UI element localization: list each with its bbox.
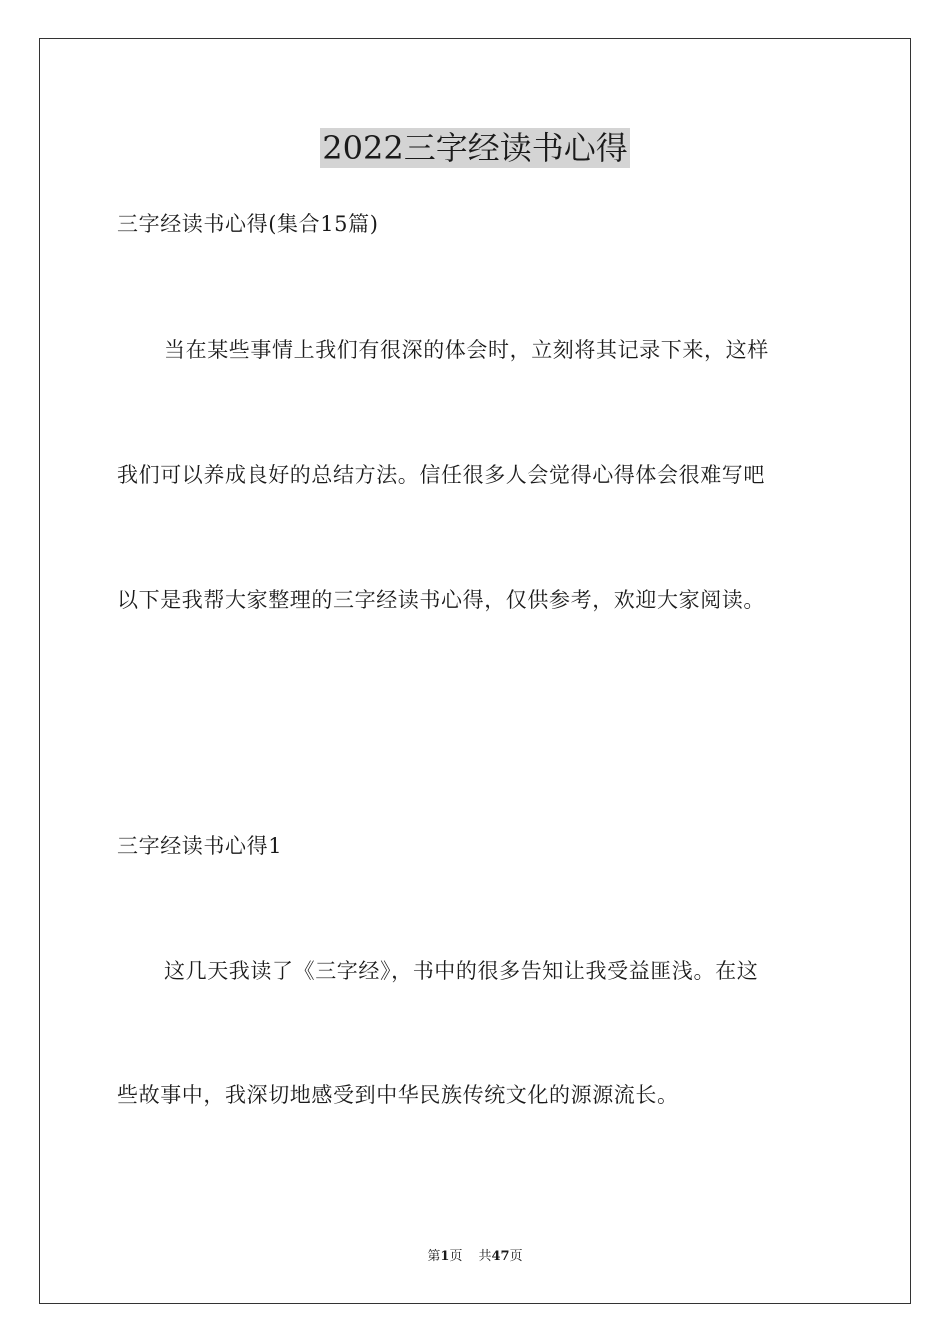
page-suffix: 页 xyxy=(449,1249,463,1264)
intro-line-3: 以下是我帮大家整理的三字经读书心得，仅供参考，欢迎大家阅读。 xyxy=(117,588,765,612)
total-pages: 47 xyxy=(491,1249,510,1264)
intro-line-2: 我们可以养成良好的总结方法。信任很多人会觉得心得体会很难写吧 xyxy=(117,463,765,487)
total-prefix: 共 xyxy=(478,1249,492,1264)
document-title: 2022三字经读书心得 xyxy=(322,129,628,167)
page-footer xyxy=(0,1248,950,1266)
title-container xyxy=(0,128,950,168)
total-suffix: 页 xyxy=(509,1249,523,1264)
section-line-2: 些故事中，我深切地感受到中华民族传统文化的源源流长。 xyxy=(117,1083,679,1107)
intro-line-1: 当在某些事情上我们有很深的体会时，立刻将其记录下来，这样 xyxy=(164,338,769,362)
document-subtitle: 三字经读书心得(集合15篇) xyxy=(117,212,379,236)
page-number: 1 xyxy=(440,1249,450,1264)
page-prefix: 第 xyxy=(427,1249,441,1264)
section-heading: 三字经读书心得1 xyxy=(117,834,283,858)
section-line-1: 这几天我读了《三字经》，书中的很多告知让我受益匪浅。在这 xyxy=(164,959,759,983)
